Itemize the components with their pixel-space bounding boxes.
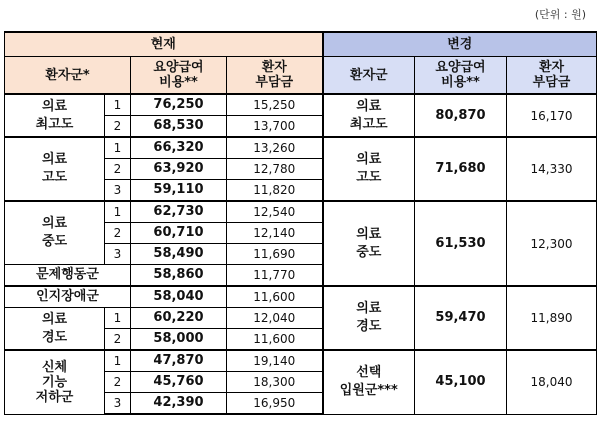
cost-cell: 45,760 <box>131 372 227 393</box>
group-header: 환자군* <box>5 57 131 95</box>
group-new-cell: 선택 입원군*** <box>323 350 415 414</box>
index-cell: 1 <box>105 308 131 329</box>
index-cell: 2 <box>105 159 131 180</box>
changed-header: 변경 <box>323 32 597 57</box>
group-cell: 문제행동군 <box>5 265 131 287</box>
group-new-cell: 의료 최고도 <box>323 94 415 137</box>
pay-new-cell: 11,890 <box>507 286 597 350</box>
cost-cell: 47,870 <box>131 350 227 372</box>
pay-cell: 11,690 <box>227 244 323 265</box>
cost-cell: 63,920 <box>131 159 227 180</box>
index-cell: 1 <box>105 201 131 223</box>
cost-cell: 58,000 <box>131 329 227 351</box>
index-cell: 3 <box>105 244 131 265</box>
cost-cell: 76,250 <box>131 94 227 116</box>
pay-cell: 11,600 <box>227 329 323 351</box>
index-cell: 2 <box>105 116 131 138</box>
unit-label: (단위 : 원) <box>534 8 586 21</box>
group-new-cell: 의료 고도 <box>323 137 415 201</box>
cost-cell: 60,220 <box>131 308 227 329</box>
pay-cell: 13,700 <box>227 116 323 138</box>
pay-cell: 18,300 <box>227 372 323 393</box>
patient-pay-new-header: 환자 부담금 <box>507 57 597 95</box>
index-cell: 2 <box>105 329 131 351</box>
cost-header: 요양급여 비용** <box>131 57 227 95</box>
cost-cell: 62,730 <box>131 201 227 223</box>
pay-cell: 12,140 <box>227 223 323 244</box>
fee-comparison-table <box>4 31 597 415</box>
index-cell: 1 <box>105 94 131 116</box>
index-cell: 1 <box>105 137 131 159</box>
pay-cell: 19,140 <box>227 350 323 372</box>
cost-new-cell: 59,470 <box>415 286 507 350</box>
pay-cell: 11,820 <box>227 180 323 202</box>
group-cell: 의료 중도 <box>5 201 105 265</box>
patient-pay-header: 환자 부담금 <box>227 57 323 95</box>
cost-new-cell: 61,530 <box>415 201 507 286</box>
index-cell: 2 <box>105 223 131 244</box>
cost-cell: 60,710 <box>131 223 227 244</box>
pay-new-cell: 14,330 <box>507 137 597 201</box>
group-new-cell: 의료 중도 <box>323 201 415 286</box>
group-new-header: 환자군 <box>323 57 415 95</box>
group-cell: 신체 기능 저하군 <box>5 350 105 414</box>
pay-new-cell: 18,040 <box>507 350 597 414</box>
cost-cell: 58,490 <box>131 244 227 265</box>
cost-cell: 58,860 <box>131 265 227 287</box>
group-cell: 인지장애군 <box>5 286 131 308</box>
current-header: 현재 <box>5 32 323 57</box>
group-new-cell: 의료 경도 <box>323 286 415 350</box>
pay-new-cell: 16,170 <box>507 94 597 137</box>
index-cell: 1 <box>105 350 131 372</box>
group-cell: 의료 경도 <box>5 308 105 351</box>
cost-cell: 66,320 <box>131 137 227 159</box>
pay-cell: 12,780 <box>227 159 323 180</box>
index-cell: 2 <box>105 372 131 393</box>
pay-cell: 12,540 <box>227 201 323 223</box>
cost-cell: 68,530 <box>131 116 227 138</box>
cost-new-cell: 80,870 <box>415 94 507 137</box>
pay-cell: 16,950 <box>227 393 323 415</box>
cost-cell: 58,040 <box>131 286 227 308</box>
cost-new-header: 요양급여 비용** <box>415 57 507 95</box>
cost-new-cell: 71,680 <box>415 137 507 201</box>
pay-cell: 15,250 <box>227 94 323 116</box>
index-cell: 3 <box>105 180 131 202</box>
pay-new-cell: 12,300 <box>507 201 597 286</box>
cost-cell: 59,110 <box>131 180 227 202</box>
cost-new-cell: 45,100 <box>415 350 507 414</box>
pay-cell: 13,260 <box>227 137 323 159</box>
group-cell: 의료 최고도 <box>5 94 105 137</box>
index-cell: 3 <box>105 393 131 415</box>
pay-cell: 11,600 <box>227 286 323 308</box>
pay-cell: 12,040 <box>227 308 323 329</box>
pay-cell: 11,770 <box>227 265 323 287</box>
group-cell: 의료 고도 <box>5 137 105 201</box>
cost-cell: 42,390 <box>131 393 227 415</box>
